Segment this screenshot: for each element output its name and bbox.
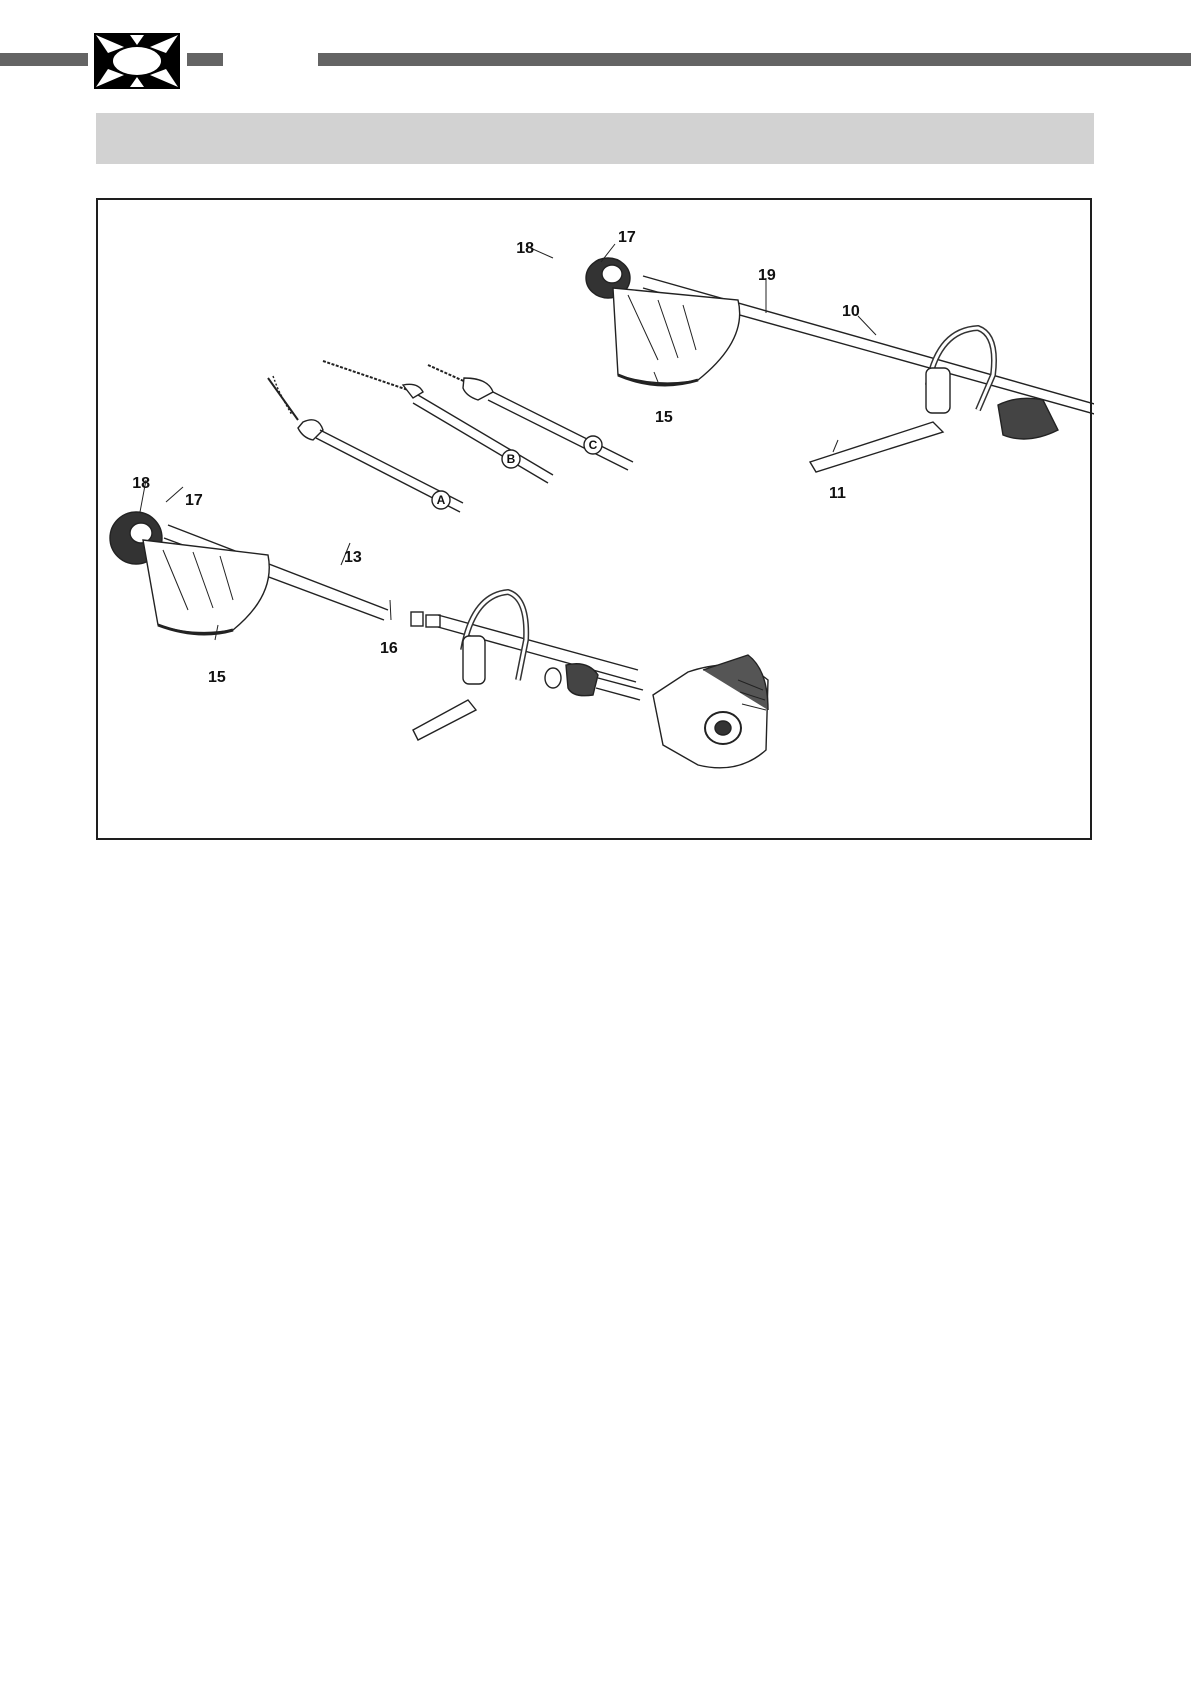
callout-bottom-17: 17 xyxy=(185,492,203,509)
callout-top-17: 17 xyxy=(618,229,636,246)
callout-top-15: 15 xyxy=(655,409,673,426)
callout-top-10: 10 xyxy=(842,303,860,320)
callout-top-19: 19 xyxy=(758,267,776,284)
callout-bottom-15: 15 xyxy=(208,669,226,686)
section-title-band xyxy=(96,113,1094,164)
header-bar-left xyxy=(0,53,88,66)
callout-top-11: 11 xyxy=(829,485,846,502)
top-trimmer-assembly xyxy=(586,258,1094,472)
sunburst-emblem-icon xyxy=(94,33,180,89)
header-bar-right xyxy=(318,53,1191,66)
header-bar-mid xyxy=(187,53,223,66)
attachment-c xyxy=(428,365,633,470)
callout-top-18: 18 xyxy=(516,240,534,257)
callout-bottom-16: 16 xyxy=(380,640,398,657)
attachment-label-a: A xyxy=(436,493,446,507)
exploded-diagram-frame xyxy=(96,198,1092,840)
attachment-a xyxy=(268,376,463,512)
attachment-label-b: B xyxy=(506,452,516,466)
callout-bottom-13: 13 xyxy=(344,549,362,566)
attachment-label-c: C xyxy=(588,438,598,452)
callout-bottom-18: 18 xyxy=(132,475,150,492)
exploded-diagram xyxy=(98,200,1094,842)
bottom-trimmer-assembly xyxy=(110,512,768,768)
